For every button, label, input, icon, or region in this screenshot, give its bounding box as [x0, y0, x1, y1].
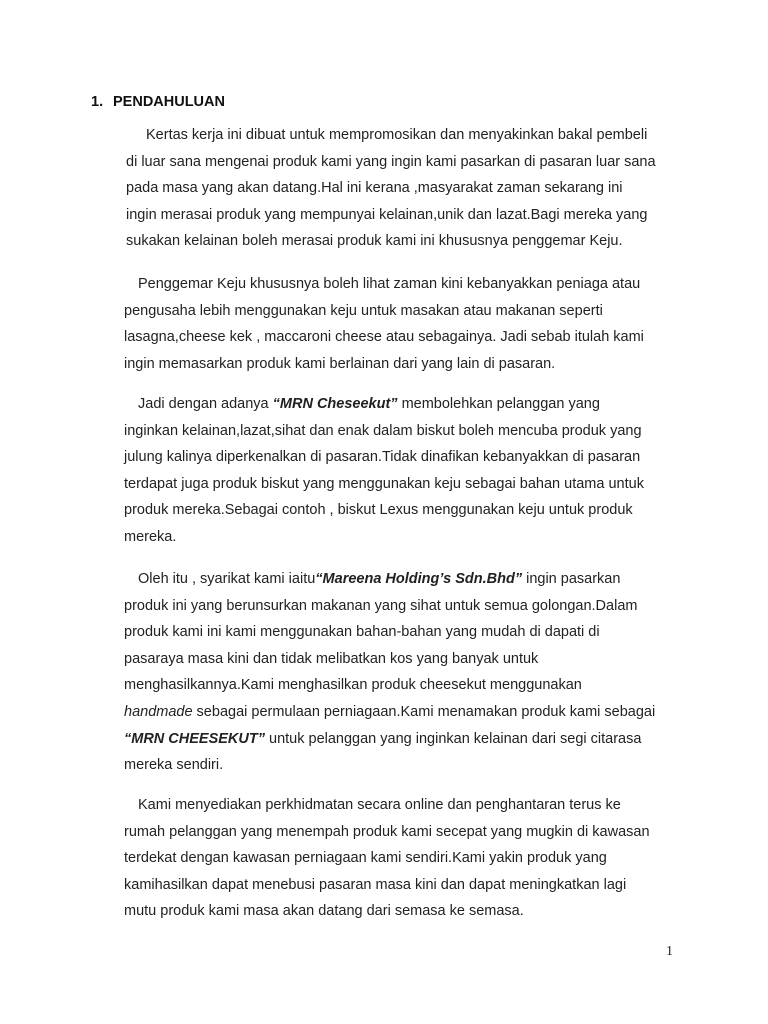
page-number: 1 [666, 944, 673, 959]
paragraph-line: rumah pelanggan yang menempah produk kami secepat yang mugkin di kawasan [124, 823, 650, 840]
paragraph-services [124, 792, 684, 925]
paragraph-cheese-fans [124, 271, 684, 377]
paragraph-line: lasagna,cheese kek , maccaroni cheese atau sebagainya. Jadi sebab itulah kami [124, 329, 644, 346]
paragraph-line [124, 566, 684, 593]
paragraph-line: produk ini yang berunsurkan makanan yang sihat untuk semua golongan.Dalam [124, 597, 638, 614]
paragraph-line: menghasilkannya.Kami menghasilkan produk cheesekut menggunakan [124, 677, 582, 694]
paragraph-line: produk kami ini kami menggunakan bahan-bahan yang mudah di dapati di [124, 624, 600, 641]
paragraph-line: sukakan kelainan boleh merasai produk kami ini khususnya penggemar Keju. [126, 233, 623, 250]
paragraph-line [124, 699, 684, 726]
section-title: PENDAHULUAN [113, 94, 225, 110]
paragraph-line: terdapat juga produk biskut yang menggunakan keju sebagai bahan utama untuk [124, 475, 644, 492]
product-name-emphasis: “MRN Cheseekut” [272, 396, 398, 412]
paragraph-line: inginkan kelainan,lazat,sihat dan enak dalam biskut boleh mencuba produk yang [124, 422, 642, 439]
paragraph-intro [124, 122, 684, 255]
paragraph-line [124, 726, 684, 753]
paragraph-line: ingin memasarkan produk kami berlainan dari yang lain di pasaran. [124, 355, 556, 372]
company-name-emphasis: “Mareena Holding’s Sdn.Bhd” [315, 571, 523, 587]
section-number: 1. [91, 94, 104, 110]
paragraph-product-intro [124, 391, 684, 551]
paragraph-line: di luar sana mengenai produk kami yang ingin kami pasarkan di pasaran luar sana [126, 153, 656, 170]
paragraph-line: kamihasilkan dapat menebusi pasaran masa kini dan dapat meningkatkan lagi [124, 876, 627, 893]
text-run: Oleh itu , syarikat kami iaitu [138, 571, 316, 587]
text-run: Jadi dengan adanya [138, 396, 273, 412]
paragraph-company [124, 566, 684, 779]
product-name-emphasis: “MRN CHEESEKUT” [124, 730, 265, 747]
text-run: ingin pasarkan [522, 571, 621, 587]
paragraph-line: julung kalinya diperkenalkan di pasaran.Tidak dinafikan kebanyakkan di pasaran [124, 449, 641, 466]
text-run: sebagai permulaan perniagaan.Kami menamakan produk kami sebagai [192, 703, 656, 720]
paragraph-line: pasaraya masa kini dan tidak melibatkan kos yang banyak untuk [124, 650, 539, 667]
paragraph-line: Kertas kerja ini dibuat untuk mempromosikan dan menyakinkan bakal pembeli [146, 127, 648, 143]
section-heading [91, 94, 225, 110]
paragraph-line: produk mereka.Sebagai contoh , biskut Lexus menggunakan keju untuk produk [124, 502, 633, 519]
paragraph-line: Kami menyediakan perkhidmatan secara online dan penghantaran terus ke [138, 797, 621, 813]
text-run: untuk pelanggan yang inginkan kelainan dari segi citarasa [264, 730, 642, 747]
paragraph-line: ingin merasai produk yang mempunyai kelainan,unik dan lazat.Bagi mereka yang [126, 206, 648, 223]
italic-word: handmade [124, 703, 193, 720]
paragraph-line: mutu produk kami masa akan datang dari semasa ke semasa. [124, 903, 524, 920]
paragraph-line: Penggemar Keju khususnya boleh lihat zaman kini kebanyakkan peniaga atau [138, 276, 641, 292]
paragraph-line [124, 391, 684, 418]
paragraph-line: mereka. [124, 528, 177, 545]
paragraph-line: pengusaha lebih menggunakan keju untuk masakan atau makanan seperti [124, 302, 603, 319]
text-run: membolehkan pelanggan yang [397, 396, 600, 412]
paragraph-line: pada masa yang akan datang.Hal ini kerana ,masyarakat zaman sekarang ini [126, 180, 623, 197]
paragraph-line: mereka sendiri. [124, 757, 224, 774]
paragraph-line: terdekat dengan kawasan perniagaan kami sendiri.Kami yakin produk yang [124, 850, 607, 867]
